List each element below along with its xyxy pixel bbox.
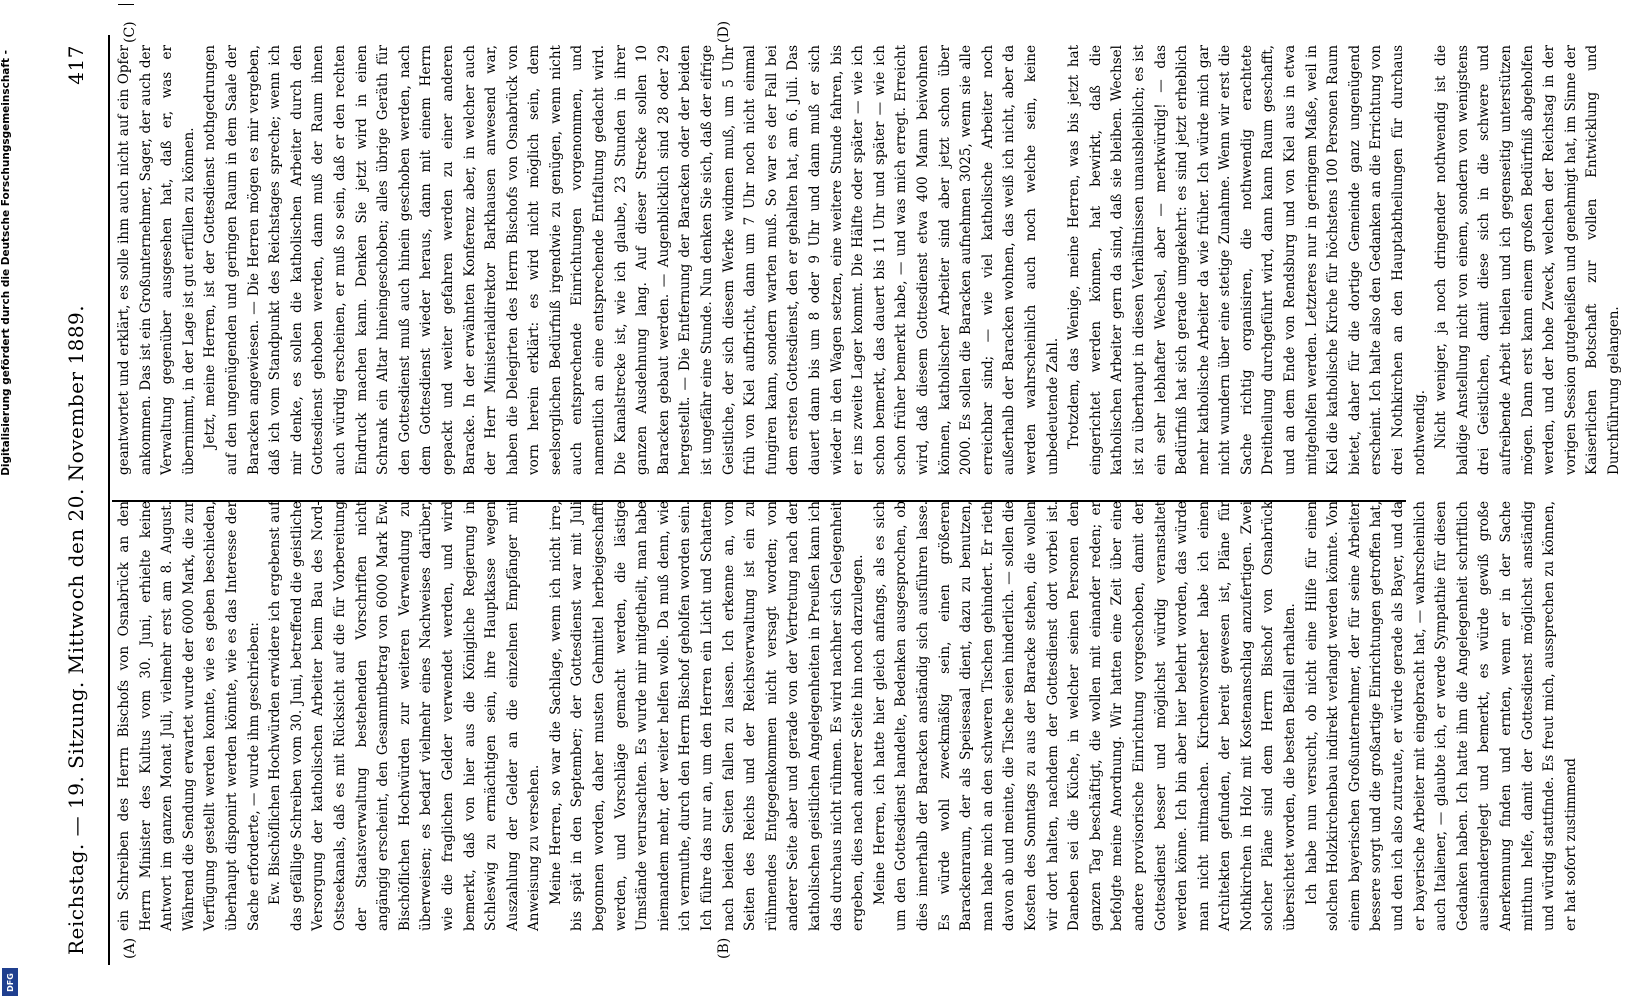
page-header: [46, 35, 106, 965]
scanned-page: [26, 20, 1622, 965]
paragraph: Jetzt, meine Herren, ist der Gottesdienst nothgedrungen auf den ungenügenden und geringen Raum in dem Saale der Baracken angewiesen. — Die Herren mögen es mir vergeben, daß ich vom Standpunkt des Reichstages spreche; wenn ich mir denke, es sollen die katholischen Arbeiter durch den Gottesdienst gehoben werden, dann muß der Raum ihnen auch würdig erscheinen, er muß so sein, daß er den rechten Eindruck machen kann. Denken Sie jetzt wird in einen Schrank ein Altar hineingeschoben; alles übrige Geräth für den Gottesdienst muß auch hinein geschoben werden, nach dem Gottesdienst wieder heraus, dann mit einem Herrn gepackt und weiter gefahren werden zu einer anderen Baracke. In der erwähnten Konferenz aber, in welcher auch der Herr Ministerialdirektor Barkhausen anwesend war, haben die Delegirten des Herrn Bischofs von Osnabrück von vorn herein erklärt: es wird nicht möglich sein, dem seelsorglichen Bedürfniß irgendwie zu genügen, wenn nicht auch entsprechende Einrichtungen vorgenommen, und namentlich an eine entsprechende Entfaltung gedacht wird. Die Kanalstrecke ist, wie ich glaube, 23 Stunden in ihrer ganzen Ausdehnung lang. Auf dieser Strecke sollen 10 Baracken gebaut werden. — Augenblicklich sind 28 oder 29 hergestellt. — Die Entfernung der Baracken oder der beiden ist ungefähr eine Stunde. Nun denken Sie sich, daß der eifrige Geistliche, der sich diesem Werke widmen muß, um 5 Uhr früh von Kiel aufbricht, dann um 7 Uhr noch nicht einmal fungiren kann, sondern warten muß. So war es der Fall bei dem ersten Gottesdienst, den er gehalten hat, am 6. Juli. Das dauert dann bis um 8 oder 9 Uhr und dann muß er sich wieder in den Wagen setzen, eine weitere Stunde fahren, bis er ins zweite Lager kommt. Die Hälfte oder später — wie ich schon bemerkt, das dauert bis 11 Uhr und später — wie ich schon früher bemerkt habe, — und was mich erregt. Erreicht wird, daß diesem Gottesdienst etwa 400 Mann beiwohnen können, katholischer Arbeiter sind aber jetzt schon über 2000. Es sollen die Baracken aufnehmen 3025, wenn sie alle erreichbar sind; — wie viel katholische Arbeiter noch außerhalb der Baracken wohnen, das weiß ich nicht, aber da werden wahrscheinlich auch noch welche sein, keine unbedeutende Zahl.: [202, 44, 1061, 475]
margin-mark-a: (A): [122, 937, 138, 959]
margin-mark-c: (C): [122, 21, 138, 43]
page-number: 417: [64, 45, 88, 85]
left-column: [114, 501, 1579, 931]
header-rule: [108, 35, 110, 965]
margin-mark-d: (D): [716, 20, 732, 43]
right-column: [114, 44, 1622, 475]
footer-strip: [0, 0, 20, 1000]
paragraph: Meine Herren, so war die Sachlage, wenn ich nicht irre, bis spät in den September; der Gottesdienst war mit Juli begonnen worden, daher musten Gehmittel herbeigeschafft werden, und Vorschläge gemacht werden, die lästige Umstände verursachten. Es wurde mir mitgetheilt, man habe niemandem mehr, der weiter helfen wolle. Da muß denn, wie ich vermuthe, durch den Herrn Bischof geholfen worden sein. Ich führe das nur an, um den Herren ein Licht und Schatten nach beiden Seiten fallen zu lassen. Ich erkenne an, von Seiten des Reichs und der Reichsverwaltung ist ein zu rühmendes Entgegenkommen nicht versagt worden; von anderer Seite aber und gerade von der Vertretung nach der katholischen geistlichen Angelegenheiten in Preußen kann ich das durchaus nicht rühmen. Es wird nachher sich Gelegenheit ergeben, dies nach anderer Seite hin noch darzulegen.: [547, 501, 867, 931]
paragraph: Ich habe nun versucht, ob nicht eine Hilfe für einen solchen Holzkirchenbau indirekt verlangt werden könnte. Von einem bayerischen Großunternehmer, der für seine Arbeiter bessere sorgt und die großartige Einrichtungen getroffen hat, und den ich also zutraute, er würde gerade als Bayer, und da er bayerische Arbeiter mit eingebracht hat, — wahrscheinlich auch Italiener, — glaubte ich, er werde Sympathie für diesen Gedanken haben. Ich hatte ihm die Angelegenheit schriftlich auseinandergelegt und bemerkt, es würde gewiß große Anerkennung finden und ernten, wenn er in der Sache mitthun helfe, damit der Gottesdienst möglichst anständig und würdig stattfinde. Es freut mich, aussprechen zu können, er hat sofort zustimmend: [1303, 501, 1579, 931]
scan-artifact: [118, 4, 134, 5]
paragraph: ein Schreiben des Herrn Bischofs von Osnabrück an den Herrn Minister des Kultus vom 30. Juni, erhielte keine Antwort im ganzen Monat Juli, vielmehr erst am 8. August. Während die Sendung erwartet wurde der 6000 Mark, die zur Verfügung gestellt werden konnte, wie es geben beschieden, überhaupt disponirt werden könnte, wie es das Interesse der Sache erforderte, — wurde ihm geschrieben:: [116, 501, 262, 931]
paragraph: Ew. Bischöflichen Hochwürden erwidere ich ergebenst auf das gefällige Schreiben vom 30. Juni, betreffend die geistliche Versorgung der katholischen Arbeiter beim Bau des Nord-Ostseekanals, daß es mit Rücksicht auf die für Vorbereitung der Staatsverwaltung bestehenden Vorschriften nicht angängig erscheint, den Gesammtbetrag von 6000 Mark Ew. Bischöflichen Hochwürden zur weiteren Verwendung zu überweisen; es bedarf vielmehr eines Nachweises darüber, wie die fraglichen Gelder verwendet werden, und wird bemerkt, daß von hier aus die Königliche Regierung in Schleswig zu ermächtigen sein, ihre Hauptkasse wegen Auszahlung der Gelder an die einzelnen Empfänger mit Anweisung zu versehen.: [267, 501, 543, 931]
paragraph: Meine Herren, ich hatte hier gleich anfangs, als es sich um den Gottesdienst handelte, Bedenken ausgesprochen, ob dies innerhalb der Baracken anständig sich ausführen lasse. Es würde wohl zweckmäßig sein, einen größeren Barackenraum, der als Speisesaal dient, dazu zu benutzen, man habe mich an den schweren Tischen gehindert. Er rieth davon ab und meinte, die Tische seien hinderlich. — sollen die Kosten des Sonntags zu aus der Baracke stehen, die wollen wir dort halten, nachdem der Gottesdienst dort vorbei ist. Daneben sei die Küche, in welcher seinen Personen den ganzen Tag beschäftigt, die wollen mit einander reden; er befolgte meine Anordnung. Wir hatten eine Zeit über eine andere provisorische Einrichtung vorgeschoben, damit der Gottesdienst besser und möglichst würdig veranstaltet werden könne. Ich bin aber hier belehrt worden, das würde man nicht mitmachen. Kirchenvorsteher habe ich einen Architekten gefunden, der bereit gewesen ist, Pläne für Nothkirchen in Holz mit Kostenanschlag anzufertigen. Zwei solcher Pläne sind dem Herrn Bischof von Osnabrück übersichtet worden, die besten Beifall erhalten.: [871, 501, 1299, 931]
running-title: Reichstag. — 19. Sitzung. Mittwoch den 20. November 1889.: [64, 304, 88, 955]
dfg-logo-text: DFG: [5, 972, 15, 992]
funding-note: Digitalisierung gefördert durch die Deutsche Forschungsgemeinschaft -: [0, 50, 12, 476]
paragraph: Trotzdem, das Wenige, meine Herren, was bis jetzt hat eingerichtet werden können, hat bewirkt, daß die katholischen Arbeiter gern da sind, daß sie bleiben. Wechsel ist zu überhaupt in diesen Verhältnissen unausbleiblich; es ist ein sehr lebhafter Wechsel, aber — merkwürdig! — das Bedürfniß hat sich gerade umgekehrt: es sind jetzt erheblich mehr katholische Arbeiter da wie früher. Ich würde mich gar nicht wundern über eine stetige Zunahme. Wenn wir erst die Sache richtig organisiren, die nothwendig erachtete Dreitheilung durchgeführt wird, dann kann Raum geschafft, und an dem Ende von Rendsburg und von Kiel aus in etwa mitgeholfen werden. Letzteres nur in geringem Maße, weil in Kiel die katholische Kirche für höchstens 100 Personen Raum bietet, daher für die dortige Gemeinde ganz ungenügend erscheint. Ich halte also den Gedanken an die Errichtung von drei Nothkirchen an den Hauptabtheilungen für durchaus nothwendig.: [1066, 45, 1428, 475]
paragraph: Nicht weniger, ja noch dringender nothwendig ist die baldige Anstellung nicht von einem, sondern von wenigstens drei Geistlichen, damit diese sich in die schwere und aufreibende Arbeit theilen und ich gegenseitig unterstützen mögen. Dann erst kann einem großen Bedürfniß abgeholfen werden, und der hohe Zweck, welchen der Reichstag in der vorigen Session gutgeheißen und genehmigt hat, im Sinne der Kaiserlichen Botschaft zur vollen Entwicklung und Durchführung gelangen.: [1433, 45, 1622, 475]
dfg-logo: [2, 968, 18, 996]
column-divider: [112, 500, 1406, 502]
margin-mark-b: (B): [716, 937, 732, 959]
paragraph: geantwortet und erklärt, es solle ihm auch nicht auf ein Opfer ankommen. Das ist ein Großunternehmer, Sager, der auch der Verwaltung gegenüber ausgesehen hat, daß er, was er übernimmt, in der Lage ist gut erfüllen zu können.: [116, 45, 197, 475]
